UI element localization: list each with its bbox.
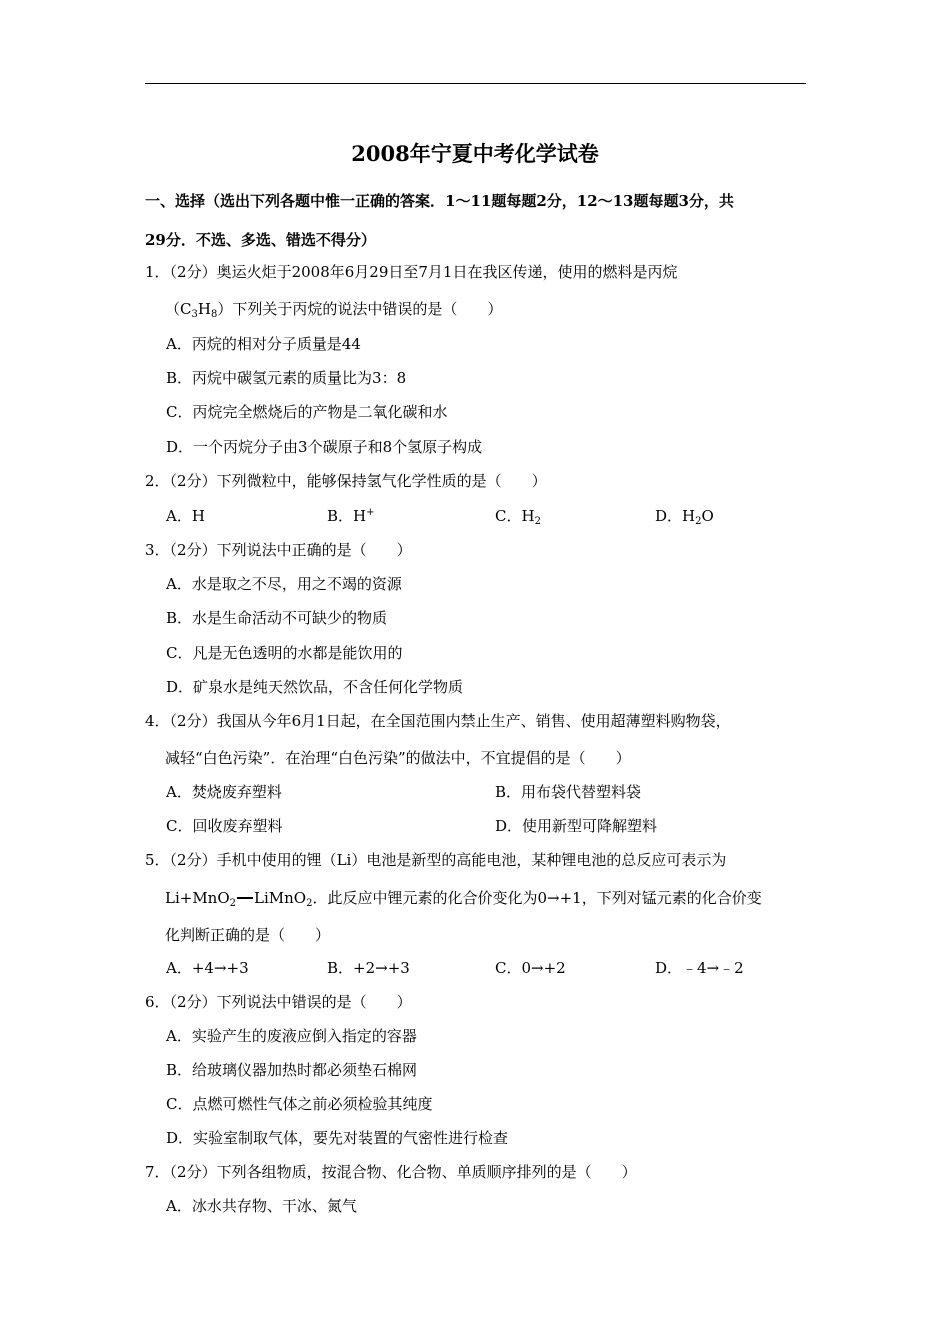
q2-stem: 2．（2分）下列微粒中，能够保持氢气化学性质的是（ ） xyxy=(145,472,547,490)
q3-option-a: A．水是取之不尽，用之不竭的资源 xyxy=(166,575,402,593)
q6-stem: 6．（2分）下列说法中错误的是（ ） xyxy=(145,993,412,1011)
q7-option-a: A．冰水共存物、干冰、氮气 xyxy=(166,1197,357,1215)
q3-option-d: D．矿泉水是纯天然饮品，不含任何化学物质 xyxy=(166,678,464,696)
q3-option-c: C．凡是无色透明的水都是能饮用的 xyxy=(166,644,403,662)
q4-option-c: C．回收废弃塑料 xyxy=(166,817,283,835)
q6-option-a: A．实验产生的废液应倒入指定的容器 xyxy=(166,1027,417,1045)
q1-stem-line2 xyxy=(165,299,502,319)
q5-product: LiMnO xyxy=(254,889,307,907)
q5-option-b: B．+2→+3 xyxy=(327,959,410,977)
q2-option-c-sub: 2 xyxy=(534,516,541,527)
q1-formula-h: H xyxy=(197,300,211,318)
q1-option-a: A．丙烷的相对分子质量是44 xyxy=(166,335,361,353)
q3-option-b: B．水是生命活动不可缺少的物质 xyxy=(166,609,388,627)
q5-stem-line2 xyxy=(165,888,762,908)
q2-option-d-o: O xyxy=(701,507,714,525)
q5-option-c: C．0→+2 xyxy=(495,959,566,977)
q5-option-a: A．+4→+3 xyxy=(166,959,249,977)
q1-formula-open: （C xyxy=(165,300,192,318)
q5-stem-rest: ．此反应中锂元素的化合价变化为0→+1，下列对锰元素的化合价变 xyxy=(312,889,762,907)
section-heading-line2: 29分．不选、多选、错选不得分） xyxy=(145,231,376,249)
q7-stem: 7．（2分）下列各组物质，按混合物、化合物、单质顺序排列的是（ ） xyxy=(145,1163,637,1181)
equation-sign xyxy=(237,897,253,899)
q2-option-b-text: B．H xyxy=(327,507,367,525)
page-title: 2008年宁夏中考化学试卷 xyxy=(351,141,599,166)
q5-stem-line3: 化判断正确的是（ ） xyxy=(165,926,331,944)
q1-stem-line1: 1．（2分）奥运火炬于2008年6月29日至7月1日在我区传递，使用的燃料是丙烷 xyxy=(145,263,678,281)
section-heading-line1: 一、选择（选出下列各题中惟一正确的答案．1～11题每题2分，12～13题每题3分，共 xyxy=(145,192,734,210)
q1-option-d: D．一个丙烷分子由3个碳原子和8个氢原子构成 xyxy=(166,438,483,456)
q4-stem-line1: 4．（2分）我国从今年6月1日起，在全国范围内禁止生产、销售、使用超薄塑料购物袋， xyxy=(145,712,731,730)
q6-option-c: C．点燃可燃性气体之前必须检验其纯度 xyxy=(166,1095,433,1113)
q2-option-a: A．H xyxy=(166,507,205,525)
q4-stem-line2: 减轻“白色污染”．在治理“白色污染”的做法中，不宜提倡的是（ ） xyxy=(165,749,631,767)
q5-reactants: Li+MnO xyxy=(165,889,230,907)
q5-product-sub: 2 xyxy=(306,898,313,909)
q2-option-c-text: C．H xyxy=(495,507,535,525)
q2-option-b xyxy=(327,506,375,526)
header-rule xyxy=(145,83,806,84)
q2-option-d xyxy=(655,506,714,526)
q5-option-d: D．﹣4→﹣2 xyxy=(655,959,744,977)
q5-stem-line1: 5．（2分）手机中使用的锂（Li）电池是新型的高能电池，某种锂电池的总反应可表示为 xyxy=(145,851,727,869)
q4-option-a: A．焚烧废弃塑料 xyxy=(166,783,282,801)
q6-option-b: B．给玻璃仪器加热时都必须垫石棉网 xyxy=(166,1061,418,1079)
q4-option-b: B．用布袋代替塑料袋 xyxy=(495,783,642,801)
q2-option-d-sub: 2 xyxy=(695,516,702,527)
q1-formula-sub-c: 3 xyxy=(191,309,198,320)
q1-stem-rest: ）下列关于丙烷的说法中错误的是（ ） xyxy=(217,300,503,318)
q1-option-b: B．丙烷中碳氢元素的质量比为3：8 xyxy=(166,369,407,387)
q1-option-c: C．丙烷完全燃烧后的产物是二氧化碳和水 xyxy=(166,403,448,421)
q2-option-d-text: D．H xyxy=(655,507,696,525)
q3-stem: 3．（2分）下列说法中正确的是（ ） xyxy=(145,541,412,559)
q5-reactant-sub: 2 xyxy=(229,898,237,909)
q4-option-d: D．使用新型可降解塑料 xyxy=(495,817,658,835)
q1-formula-sub-h: 8 xyxy=(210,309,218,320)
q6-option-d: D．实验室制取气体，要先对装置的气密性进行检查 xyxy=(166,1129,509,1147)
q2-option-b-charge: + xyxy=(366,507,375,518)
q2-option-c xyxy=(495,506,541,526)
